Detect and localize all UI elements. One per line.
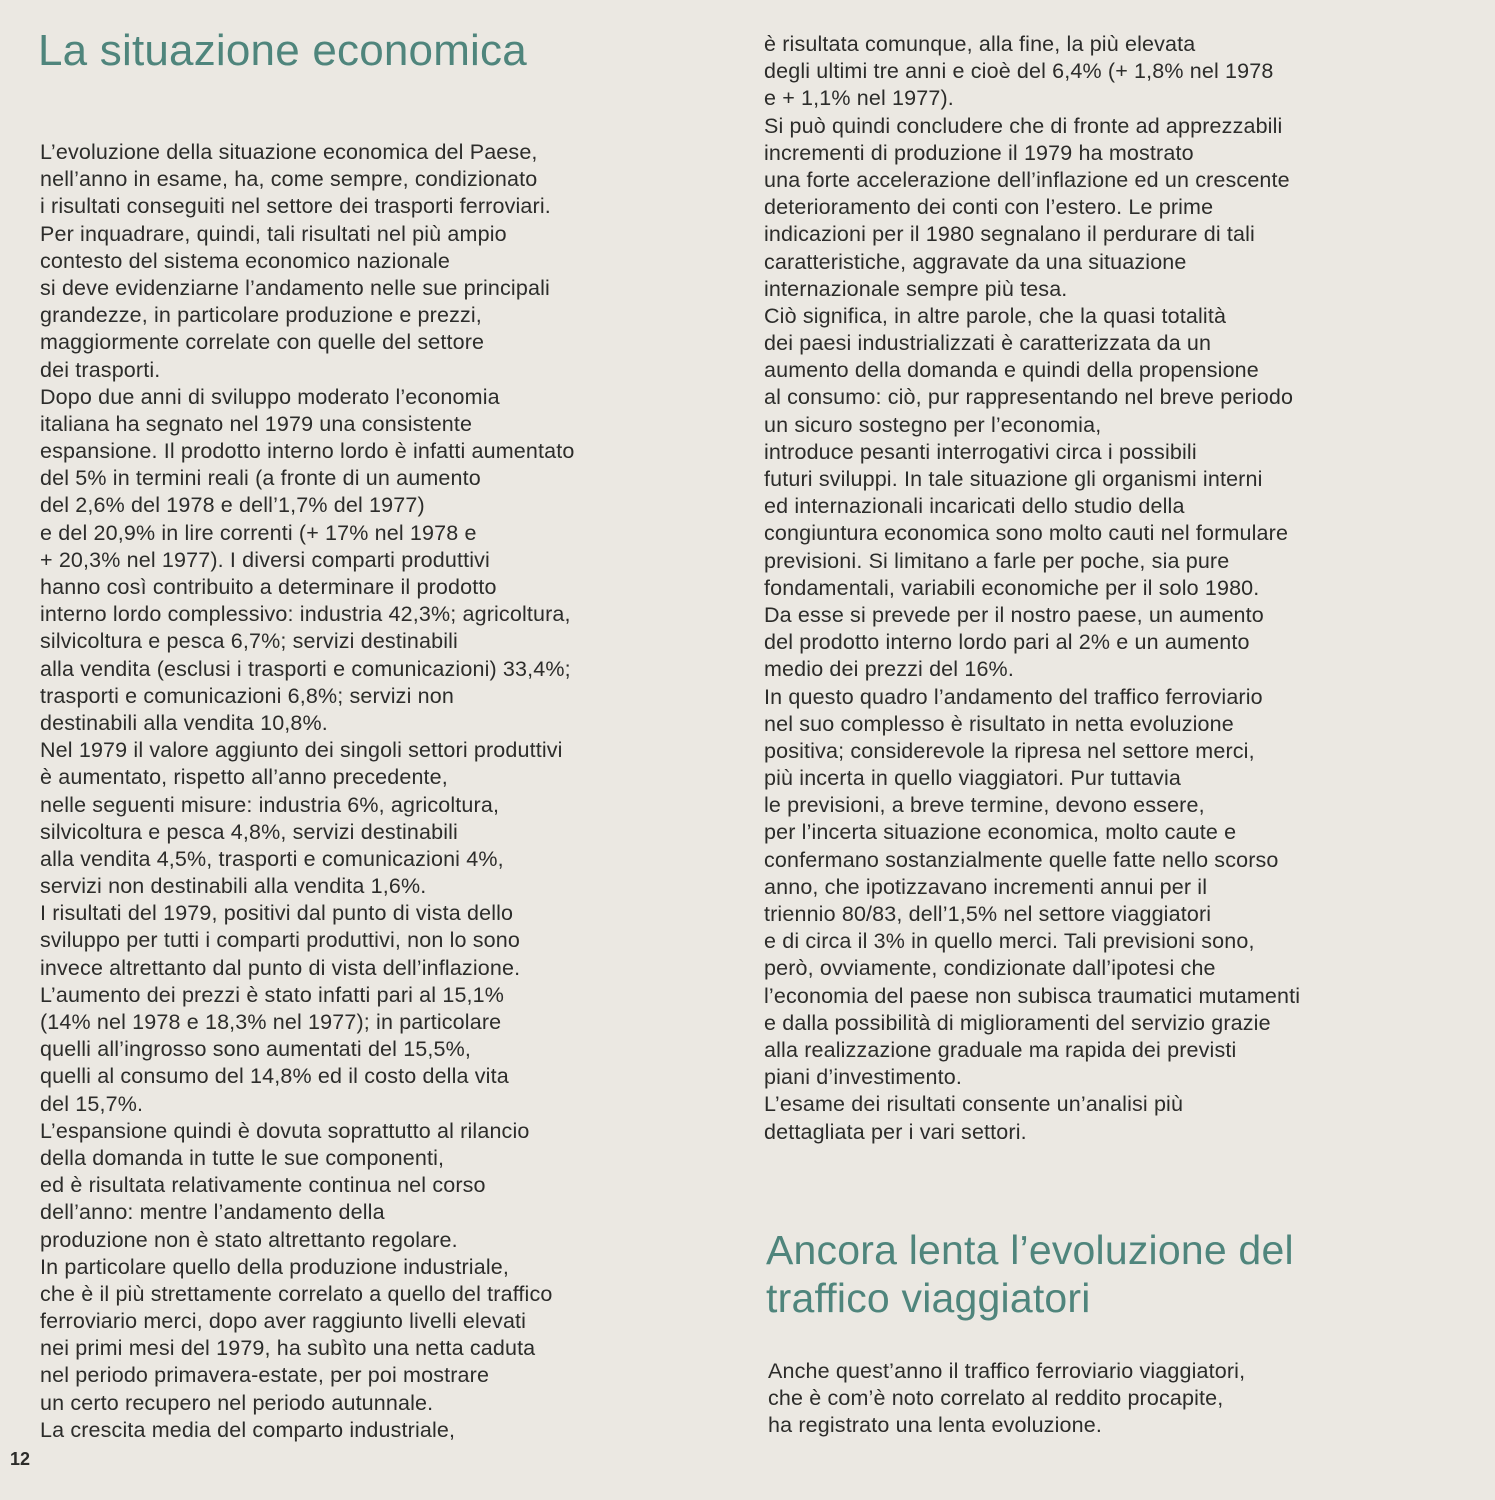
text-line: dei trasporti. (40, 357, 161, 382)
text-line: italiana ha segnato nel 1979 una consistente (40, 411, 473, 436)
text-line: servizi non destinabili alla vendita 1,6%. (40, 874, 427, 899)
text-line: aumento della domanda e quindi della propensione (764, 358, 1259, 383)
text-line: caratteristiche, aggravate da una situazione (764, 249, 1187, 274)
text-line: maggiormente correlate con quelle del settore (40, 330, 485, 355)
text-line: In particolare quello della produzione industriale, (40, 1254, 509, 1279)
text-line: produzione non è stato altrettanto regolare. (40, 1227, 458, 1252)
text-line: Per inquadrare, quindi, tali risultati nel più ampio (40, 221, 507, 246)
text-line: che è il più strettamente correlato a quello del traffico (40, 1281, 553, 1306)
text-line: L’esame dei risultati consente un’analisi più (764, 1092, 1184, 1117)
text-line: L’aumento dei prezzi è stato infatti pari al 15,1% (40, 982, 505, 1007)
text-line: alla vendita (esclusi i trasporti e comunicazioni) 33,4%; (40, 656, 571, 681)
text-line: che è com’è noto correlato al reddito procapite, (768, 1386, 1224, 1411)
text-line: i risultati conseguiti nel settore dei trasporti ferroviari. (40, 194, 551, 219)
text-line: Ciò significa, in altre parole, che la quasi totalità (764, 303, 1227, 328)
text-line: ferroviario merci, dopo aver raggiunto livelli elevati (40, 1309, 527, 1334)
text-line: Anche quest’anno il traffico ferroviario viaggiatori, (768, 1359, 1246, 1383)
text-line: della domanda in tutte le sue componenti, (40, 1145, 445, 1170)
text-line: espansione. Il prodotto interno lordo è infatti aumentato (40, 439, 575, 464)
text-line: del 5% in termini reali (a fronte di un aumento (40, 466, 481, 491)
text-line: però, ovviamente, condizionate dall’ipotesi che (764, 956, 1216, 981)
text-line: è risultata comunque, alla fine, la più elevata (764, 32, 1196, 56)
page-title: La situazione economica (38, 26, 527, 75)
text-line: I risultati del 1979, positivi dal punto di vista dello (40, 901, 514, 926)
text-line: fondamentali, variabili economiche per il solo 1980. (764, 575, 1260, 600)
text-line: hanno così contribuito a determinare il prodotto (40, 575, 497, 599)
text-line: nel periodo primavera-estate, per poi mostrare (40, 1363, 490, 1388)
text-line: interno lordo complessivo: industria 42,3%; agricoltura, (40, 602, 571, 627)
text-line: trasporti e comunicazioni 6,8%; servizi non (40, 683, 454, 708)
text-line: destinabili alla vendita 10,8%. (40, 710, 328, 735)
text-line: deterioramento dei conti con l’estero. Le prime (764, 195, 1214, 220)
text-line: internazionale sempre più tesa. (764, 276, 1068, 301)
text-line: del prodotto interno lordo pari al 2% e un aumento (764, 630, 1250, 655)
text-line: + 20,3% nel 1977). I diversi comparti produttivi (40, 547, 490, 572)
text-line: anno, che ipotizzavano incrementi annui per il (764, 874, 1208, 899)
text-line: degli ultimi tre anni e cioè del 6,4% (+ 1,8% nel 1978 (764, 59, 1274, 84)
text-line: grandezze, in particolare produzione e prezzi, (40, 303, 482, 328)
text-line: e del 20,9% in lire correnti (+ 17% nel 1978 e (40, 520, 477, 545)
text-line: del 2,6% del 1978 e dell’1,7% del 1977) (40, 493, 425, 518)
text-line: quelli al consumo del 14,8% ed il costo della vita (40, 1064, 509, 1089)
text-line: previsioni. Si limitano a farle per poche, sia pure (764, 548, 1230, 573)
text-line: nelle seguenti misure: industria 6%, agricoltura, (40, 792, 500, 817)
text-line: quelli all’ingrosso sono aumentati del 15,5%, (40, 1037, 472, 1062)
right-text-column (764, 31, 1300, 1146)
text-line: e dalla possibilità di miglioramenti del servizio grazie (764, 1010, 1271, 1035)
left-text-column (40, 139, 574, 1444)
text-line: nel suo complesso è risultato in netta evoluzione (764, 711, 1234, 736)
text-line: un sicuro sostegno per l’economia, (764, 412, 1102, 437)
text-line: contesto del sistema economico nazionale (40, 248, 450, 273)
text-line: si deve evidenziarne l’andamento nelle sue principali (40, 275, 550, 300)
text-line: per l’incerta situazione economica, molto caute e (764, 820, 1237, 845)
text-line: introduce pesanti interrogativi circa i possibili (764, 439, 1197, 464)
text-line: ed è risultata relativamente continua nel corso (40, 1173, 486, 1198)
text-line: Da esse si prevede per il nostro paese, un aumento (764, 602, 1264, 627)
text-line: congiuntura economica sono molto cauti nel formulare (764, 521, 1289, 546)
text-line: futuri sviluppi. In tale situazione gli organismi interni (764, 467, 1263, 491)
section-body (768, 1358, 1245, 1440)
section-title: Ancora lenta l’evoluzione del traffico viaggiatori (766, 1227, 1294, 1321)
text-line: una forte accelerazione dell’inflazione ed un crescente (764, 167, 1290, 192)
text-line: piani d’investimento. (764, 1065, 962, 1090)
text-line: le previsioni, a breve termine, devono essere, (764, 793, 1205, 818)
text-line: sviluppo per tutti i comparti produttivi, non lo sono (40, 928, 521, 953)
text-line: del 15,7%. (40, 1091, 144, 1116)
text-line: Dopo due anni di sviluppo moderato l’economia (40, 384, 500, 409)
page-number: 12 (10, 1449, 31, 1469)
text-line: è aumentato, rispetto all’anno precedente, (40, 765, 448, 790)
text-line: L’espansione quindi è dovuta soprattutto al rilancio (40, 1118, 530, 1143)
text-line: La crescita media del comparto industriale, (40, 1417, 456, 1442)
text-line: triennio 80/83, dell’1,5% nel settore viaggiatori (764, 902, 1212, 926)
text-line: In questo quadro l’andamento del traffico ferroviario (764, 684, 1263, 709)
text-line: nei primi mesi del 1979, ha subìto una netta caduta (40, 1336, 536, 1361)
text-line: invece altrettanto dal punto di vista dell’inflazione. (40, 955, 521, 980)
text-line: dei paesi industrializzati è caratterizzata da un (764, 331, 1212, 356)
text-line: Si può quindi concludere che di fronte ad apprezzabili (764, 113, 1283, 138)
text-line: nell’anno in esame, ha, come sempre, condizionato (40, 167, 538, 192)
text-line: più incerta in quello viaggiatori. Pur tuttavia (764, 766, 1181, 791)
text-line: al consumo: ciò, pur rappresentando nel breve periodo (764, 385, 1294, 410)
text-line: dell’anno: mentre l’andamento della (40, 1200, 385, 1225)
text-line: Nel 1979 il valore aggiunto dei singoli settori produttivi (40, 738, 563, 763)
text-line: medio dei prezzi del 16%. (764, 657, 1014, 682)
text-line: confermano sostanzialmente quelle fatte nello scorso (764, 847, 1279, 872)
text-line: silvicoltura e pesca 6,7%; servizi destinabili (40, 629, 458, 654)
text-line: ed internazionali incaricati dello studio della (764, 494, 1185, 519)
text-line: (14% nel 1978 e 18,3% nel 1977); in particolare (40, 1010, 502, 1034)
text-line: silvicoltura e pesca 4,8%, servizi destinabili (40, 819, 458, 844)
text-line: L’evoluzione della situazione economica del Paese, (40, 140, 538, 164)
text-line: positiva; considerevole la ripresa nel settore merci, (764, 738, 1255, 763)
text-line: un certo recupero nel periodo autunnale. (40, 1390, 434, 1415)
text-line: incrementi di produzione il 1979 ha mostrato (764, 140, 1194, 165)
text-line: alla realizzazione graduale ma rapida dei previsti (764, 1037, 1237, 1062)
text-line: e di circa il 3% in quello merci. Tali previsioni sono, (764, 929, 1255, 954)
text-line: l’economia del paese non subisca traumatici mutamenti (764, 983, 1301, 1008)
text-line: alla vendita 4,5%, trasporti e comunicazioni 4%, (40, 846, 504, 871)
text-line: ha registrato una lenta evoluzione. (768, 1413, 1102, 1438)
text-line: e + 1,1% nel 1977). (764, 86, 954, 111)
text-line: indicazioni per il 1980 segnalano il perdurare di tali (764, 222, 1255, 247)
text-line: dettagliata per i vari settori. (764, 1119, 1027, 1144)
